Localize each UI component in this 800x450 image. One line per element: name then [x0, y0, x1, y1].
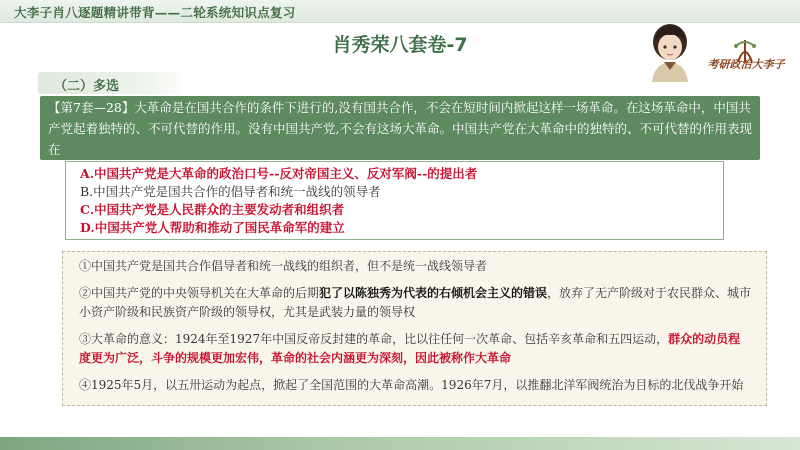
question-box: 【第7套—28】大革命是在国共合作的条件下进行的,没有国共合作，不会在短时间内掀起这样一场革命。在这场革命中，中国共产党起着独特的、不可代替的作用。没有中国共产党,不会有这场大革命。中国共产党在大革命中的独特的、不可代替的作用表现在	[40, 96, 760, 160]
page-title: 肖秀荣八套卷-7	[332, 34, 468, 56]
bottom-stripe	[0, 437, 800, 450]
option-a: A.中国共产党是大革命的政治口号--反对帝国主义、反对军阀--的提出者	[80, 166, 478, 181]
brand-logo-text: 考研政治大李子	[707, 58, 785, 71]
section-label: （二）多选	[54, 79, 120, 94]
analysis-point-2: ②中国共产党的中央领导机关在大革命的后期犯了以陈独秀为代表的右倾机会主义的错误，放弃了无产阶级对于农民群众、城市小资产阶级和民族资产阶级的领导权，尤其是武装力量的领导权	[79, 286, 752, 319]
option-d: D.中国共产党人帮助和推动了国民革命军的建立	[80, 220, 345, 235]
option-b: B.中国共产党是国共合作的倡导者和统一战线的领导者	[80, 184, 381, 199]
analysis-point-1: ①中国共产党是国共合作倡导者和统一战线的组织者，但不是统一战线领导者	[79, 259, 488, 273]
presenter-avatar	[644, 20, 696, 82]
option-c: C.中国共产党是人民群众的主要发动者和组织者	[80, 202, 345, 217]
course-title: 大李子肖八逐题精讲带背——二轮系统知识点复习	[14, 5, 296, 20]
options-box	[65, 161, 724, 240]
section-header	[38, 72, 188, 94]
analysis-point-3: ③大革命的意义：1924年至1927年中国反帝反封建的革命，比以往任何一次革命、包括辛亥革命和五四运动，群众的动员程度更为广泛，斗争的规模更加宏伟，革命的社会内涵更为深刻，因此被称作大革命	[79, 332, 741, 365]
analysis-point-4: ④1925年5月，以五卅运动为起点，掀起了全国范围的大革命高潮。1926年7月，以推翻北洋军阀统治为目标的北伐战争开始	[79, 378, 744, 392]
analysis-box	[62, 251, 767, 406]
